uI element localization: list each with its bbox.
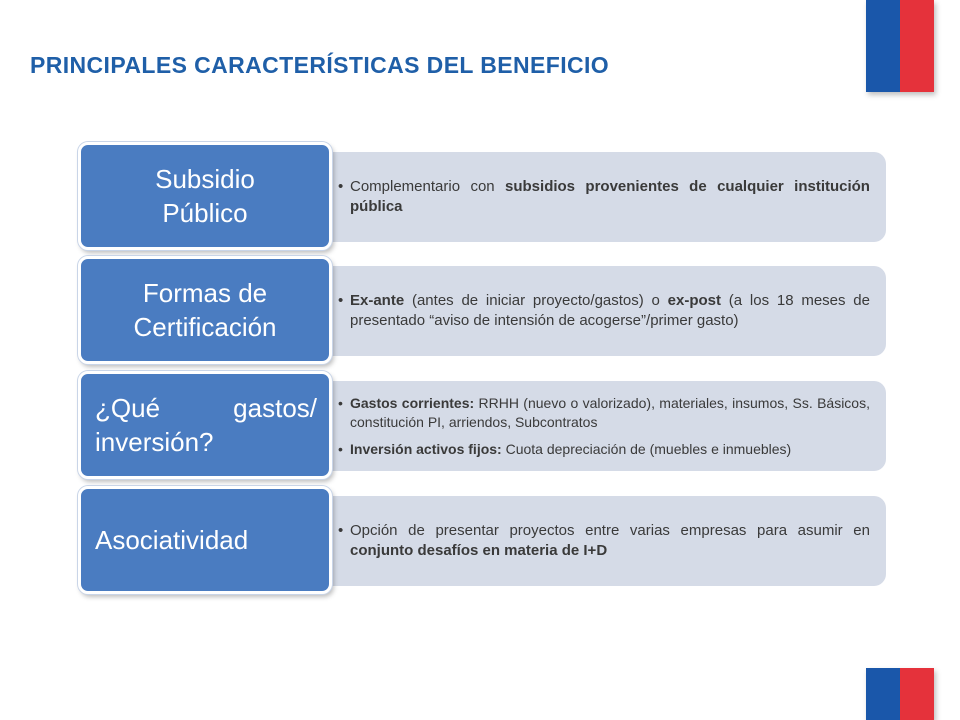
benefit-row-asociatividad [78,486,886,596]
bullet-text: Opción de presentar proyectos entre varias empresas para asumir en [350,522,870,539]
bullet-text: (antes de iniciar proyecto/gastos) o [404,292,668,309]
flag-red-band [900,0,934,92]
chile-flag-stripe-bottom [866,668,934,720]
bullet-item [338,394,870,432]
bullet-item [338,440,870,459]
category-box [78,256,332,364]
bullet-text-bold: conjunto desafíos en materia de I+D [350,542,608,559]
bullet-text: Cuota depreciación de (muebles e inmuebles) [501,440,792,457]
category-box [78,486,332,594]
description-content [338,381,870,471]
benefit-row-gastos [78,371,886,481]
bullet-text: Complementario con [350,178,506,195]
bullet-item [338,291,870,331]
category-box [78,371,332,479]
flag-blue-band [866,668,900,720]
category-box [78,142,332,250]
description-content [338,496,870,586]
bullet-item [338,177,870,217]
category-label-line: Formas de [142,278,268,308]
bullet-text-bold: Gastos corrientes: [350,394,475,411]
category-label-line: Certificación [133,312,277,342]
bullet-text-bold: ex-post [667,292,722,309]
bullet-item [338,521,870,561]
bullet-text-bold: subsidios provenientes de cualquier institución pública [350,178,870,215]
bullet-text-bold: Ex-ante [350,292,405,309]
category-label-line: Subsidio [155,164,255,194]
benefit-row-certificacion [78,256,886,366]
flag-red-band [900,668,934,720]
description-bar [278,266,886,356]
description-bar [278,496,886,586]
bullet-text: RRHH (nuevo o valorizado), materiales, insumos, Ss. Básicos, constitución PI, arriendos, Subcontratos [350,394,870,430]
benefit-row-subsidio [78,142,886,252]
category-label: Asociatividad [95,525,249,555]
category-label: ¿Qué gastos/ inversión? [95,393,317,457]
flag-blue-band [866,0,900,92]
bullet-text: (a los 18 meses de presentado “aviso de intensión de acogerse”/primer gasto) [350,292,870,329]
bullet-text-bold: Inversión activos fijos: [350,440,502,457]
category-label-line: Público [162,198,248,228]
description-bar [278,152,886,242]
chile-flag-stripe-top [866,0,934,92]
page-title: PRINCIPALES CARACTERÍSTICAS DEL BENEFICIO [30,52,610,78]
description-content [338,266,870,356]
description-bar [278,381,886,471]
description-content [338,152,870,242]
